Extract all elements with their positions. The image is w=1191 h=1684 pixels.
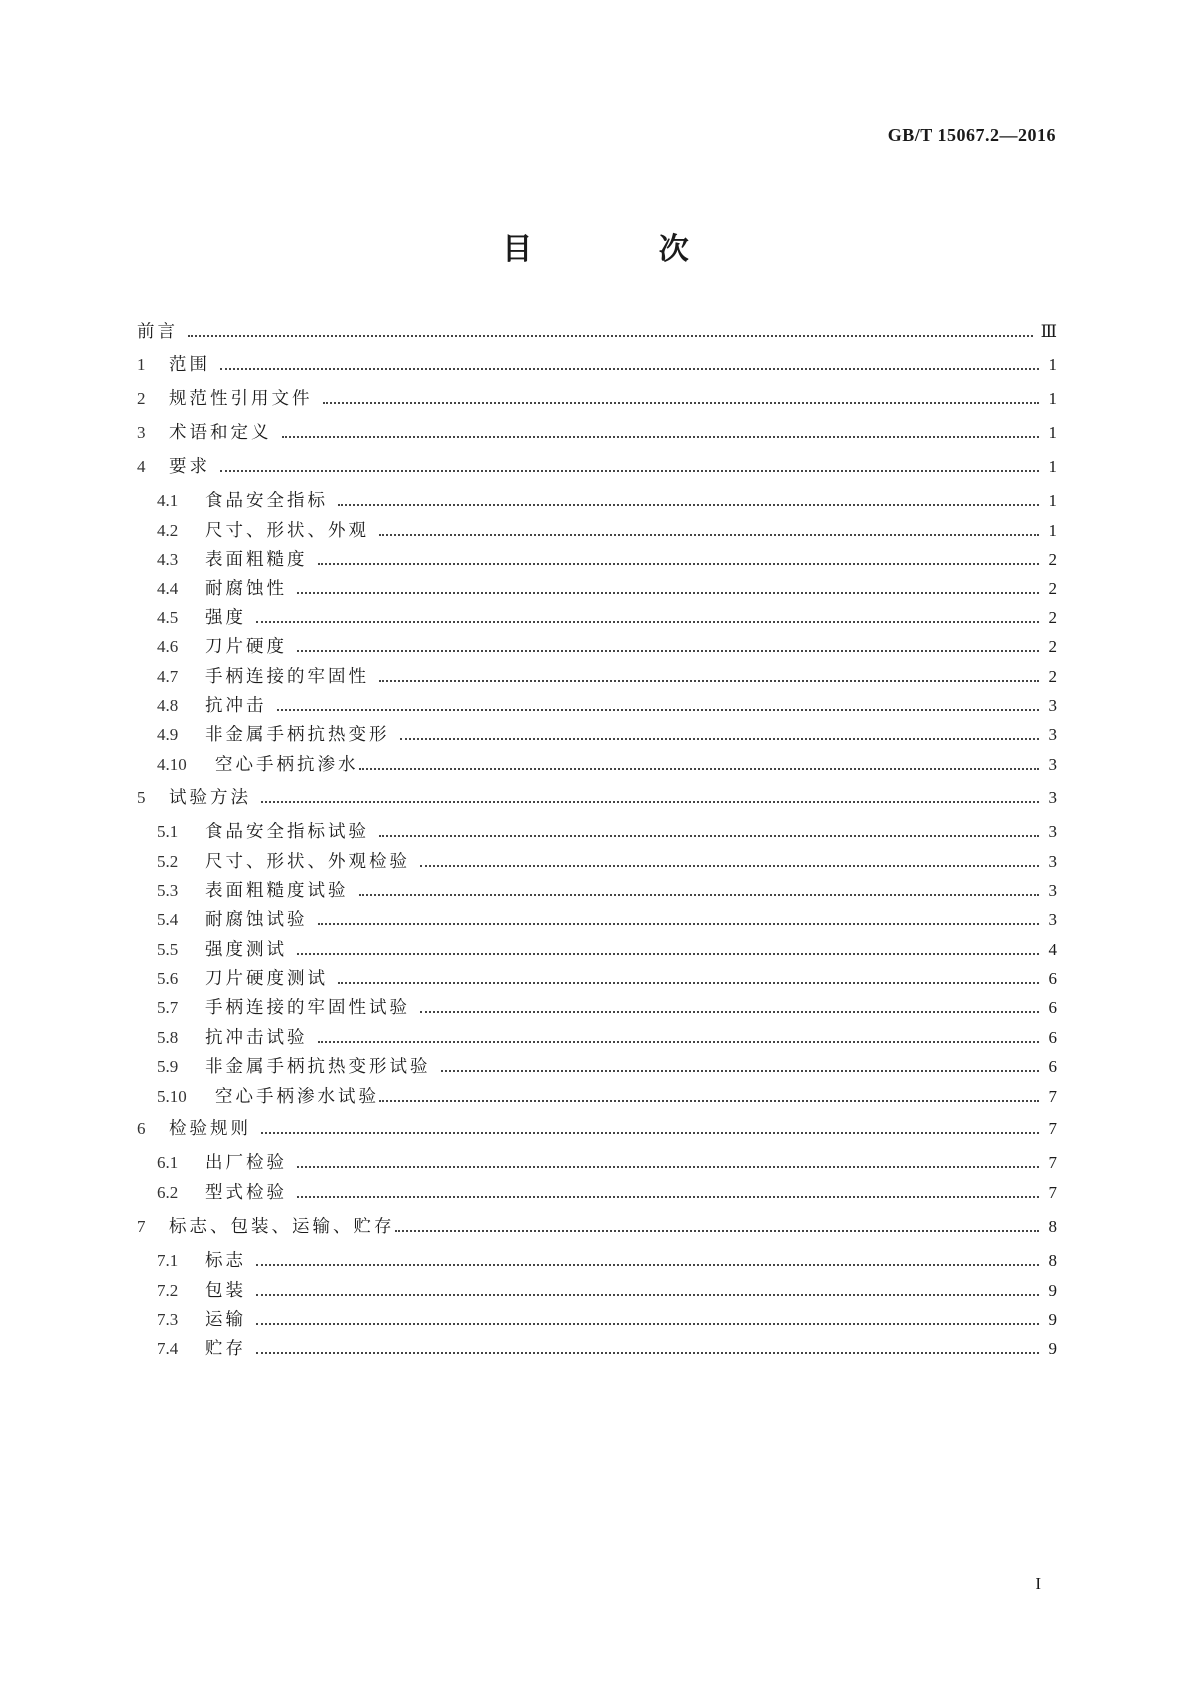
toc-entry-number: 4.3 [157,550,179,569]
toc-leader-dots [256,621,1039,623]
toc-entry[interactable] [157,1281,1057,1301]
toc-entry[interactable] [157,910,1057,930]
toc-entry[interactable] [137,423,1057,443]
toc-entry-label: 食品安全指标试验 [205,822,369,842]
toc-entry-page: 2 [1048,667,1057,686]
toc-leader-dots [297,953,1039,955]
toc-entry-number: 5.5 [157,940,179,959]
toc-entry-page: 3 [1048,910,1057,929]
toc-entry-page: 9 [1048,1339,1057,1358]
toc-entry-page: 7 [1048,1183,1057,1202]
toc-entry-page: 2 [1048,637,1057,656]
toc-entry[interactable] [157,1028,1057,1048]
toc-entry-number: 5.1 [157,822,179,841]
toc-leader-dots [220,368,1039,370]
toc-entry-label: 空心手柄渗水试验 [215,1087,379,1107]
toc-entry-label: 贮存 [205,1339,246,1359]
toc-entry-page: 3 [1048,725,1057,744]
toc-entry-number: 6.2 [157,1183,179,1202]
toc-entry-label: 抗冲击 [205,696,267,716]
toc-entry[interactable] [157,755,1057,775]
toc-entry-page: 7 [1048,1119,1057,1138]
toc-entry-number: 5.9 [157,1057,179,1076]
toc-leader-dots [400,738,1040,740]
toc-entry-number: 4.2 [157,521,179,540]
toc-entry-label: 耐腐蚀试验 [205,910,308,930]
toc-entry-number: 4.8 [157,696,179,715]
toc-leader-dots [338,982,1039,984]
toc-leader-dots [256,1352,1039,1354]
toc-entry-page: 3 [1048,881,1057,900]
toc-entry-page: 1 [1048,521,1057,540]
toc-entry-label: 耐腐蚀性 [205,579,287,599]
toc-entry-number: 7.4 [157,1339,179,1358]
toc-entry-number: 5.10 [157,1087,187,1106]
toc-entry-label: 非金属手柄抗热变形 [205,725,390,745]
toc-entry-label: 术语和定义 [169,423,272,443]
toc-entry[interactable] [157,1251,1057,1271]
toc-entry-number: 2 [137,389,146,408]
toc-entry-label: 表面粗糙度 [205,550,308,570]
toc-leader-dots [297,592,1039,594]
toc-entry[interactable] [157,822,1057,842]
toc-entry-label: 空心手柄抗渗水 [215,755,359,775]
page-number: I [1035,1574,1041,1593]
toc-entry[interactable] [157,608,1057,628]
toc-entry-page: 3 [1048,696,1057,715]
toc-entry-label: 手柄连接的牢固性试验 [205,998,410,1018]
toc-leader-dots [297,650,1039,652]
toc-entry[interactable] [157,667,1057,687]
toc-entry-page: 3 [1048,822,1057,841]
toc-entry-label: 抗冲击试验 [205,1028,308,1048]
toc-entry[interactable] [157,969,1057,989]
toc-entry-page: 8 [1048,1251,1057,1270]
toc-entry-number: 5.7 [157,998,179,1017]
toc-entry-label: 前言 [137,322,178,342]
toc-entry-page: 3 [1048,788,1057,807]
toc-leader-dots [395,1230,1040,1232]
toc-entry-number: 7.1 [157,1251,179,1270]
toc-entry-number: 4.1 [157,491,179,510]
toc-entry-number: 7 [137,1217,146,1236]
toc-entry[interactable] [137,389,1057,409]
toc-entry[interactable] [157,1087,1057,1107]
toc-entry-number: 6 [137,1119,146,1138]
toc-entry-label: 范围 [169,355,210,375]
toc-leader-dots [297,1196,1039,1198]
toc-leader-dots [256,1294,1039,1296]
toc-entry-page: 1 [1048,491,1057,510]
toc-entry[interactable] [137,355,1057,375]
toc-entry-number: 5.6 [157,969,179,988]
toc-entry-number: 4 [137,457,146,476]
toc-entry-label: 强度 [205,608,246,628]
toc-entry[interactable] [157,1057,1057,1077]
toc-entry-label: 标志、包装、运输、贮存 [169,1217,395,1237]
toc-entry-number: 4.7 [157,667,179,686]
toc-leader-dots [359,894,1040,896]
toc-entry-number: 4.6 [157,637,179,656]
toc-entry-label: 刀片硬度 [205,637,287,657]
toc-entry-page: 6 [1048,998,1057,1017]
toc-entry[interactable] [137,1217,1057,1237]
toc-entry[interactable] [157,940,1057,960]
toc-entry-number: 5.3 [157,881,179,900]
toc-title: 目 次 [502,232,747,267]
toc-entry-label: 出厂检验 [205,1153,287,1173]
toc-entry[interactable] [157,1339,1057,1359]
toc-entry[interactable] [157,852,1057,872]
toc-entry[interactable] [157,696,1057,716]
toc-entry-page: 6 [1048,1057,1057,1076]
toc-entry-number: 4.10 [157,755,187,774]
toc-leader-dots [188,335,1033,337]
toc-entry[interactable] [157,550,1057,570]
toc-entry[interactable] [157,521,1057,541]
toc-entry-number: 6.1 [157,1153,179,1172]
toc-leader-dots [420,1011,1039,1013]
toc-entry[interactable] [137,788,1057,808]
toc-leader-dots [318,1041,1040,1043]
toc-leader-dots [318,563,1040,565]
toc-leader-dots [297,1166,1039,1168]
standard-code: GB/T 15067.2—2016 [887,125,1056,145]
toc-entry-label: 非金属手柄抗热变形试验 [205,1057,431,1077]
toc-entry-page: 1 [1048,423,1057,442]
toc-entry-number: 7.2 [157,1281,179,1300]
toc-leader-dots [323,402,1040,404]
toc-leader-dots [256,1264,1039,1266]
toc-entry-number: 1 [137,355,146,374]
toc-entry[interactable] [157,491,1057,511]
toc-entry-number: 4.4 [157,579,179,598]
toc-leader-dots [379,835,1039,837]
toc-leader-dots [256,1323,1039,1325]
toc-entry-number: 4.5 [157,608,179,627]
toc-entry[interactable] [157,998,1057,1018]
toc-entry[interactable] [157,1153,1057,1173]
toc-entry-label: 强度测试 [205,940,287,960]
toc-entry-page: 9 [1048,1310,1057,1329]
toc-entry[interactable] [157,637,1057,657]
toc-entry-number: 5.2 [157,852,179,871]
toc-entry[interactable] [157,1310,1057,1330]
toc-entry-number: 5 [137,788,146,807]
toc-entry-number: 4.9 [157,725,179,744]
toc-entry[interactable] [137,322,1057,342]
toc-entry-number: 5.8 [157,1028,179,1047]
toc-entry[interactable] [157,881,1057,901]
toc-entry[interactable] [137,457,1057,477]
toc-entry[interactable] [157,725,1057,745]
toc-entry[interactable] [157,579,1057,599]
toc-entry-label: 表面粗糙度试验 [205,881,349,901]
toc-leader-dots [338,504,1039,506]
toc-entry-page: 9 [1048,1281,1057,1300]
toc-entry-page: 2 [1048,579,1057,598]
toc-leader-dots [261,801,1039,803]
toc-leader-dots [220,470,1039,472]
toc-entry-page: 8 [1048,1217,1057,1236]
toc-entry[interactable] [157,1183,1057,1203]
toc-leader-dots [277,709,1040,711]
toc-entry-label: 手柄连接的牢固性 [205,667,369,687]
toc-leader-dots [379,534,1039,536]
toc-entry-page: 2 [1048,550,1057,569]
toc-entry-page: 3 [1048,852,1057,871]
toc-leader-dots [282,436,1040,438]
toc-entry-page: Ⅲ [1040,322,1057,341]
toc-leader-dots [420,865,1039,867]
toc-leader-dots [318,923,1040,925]
toc-entry[interactable] [137,1119,1057,1139]
toc-entry-page: 1 [1048,457,1057,476]
toc-entry-page: 1 [1048,389,1057,408]
toc-leader-dots [379,680,1039,682]
toc-entry-page: 6 [1048,1028,1057,1047]
toc-entry-label: 刀片硬度测试 [205,969,328,989]
toc-leader-dots [441,1070,1040,1072]
toc-entry-label: 要求 [169,457,210,477]
toc-entry-page: 7 [1048,1153,1057,1172]
toc-entry-label: 食品安全指标 [205,491,328,511]
toc-entry-label: 尺寸、形状、外观检验 [205,852,410,872]
toc-entry-number: 7.3 [157,1310,179,1329]
toc-entry-page: 1 [1048,355,1057,374]
toc-entry-label: 包装 [205,1281,246,1301]
toc-entry-number: 3 [137,423,146,442]
toc-entry-page: 6 [1048,969,1057,988]
toc-entry-label: 运输 [205,1310,246,1330]
toc-entry-page: 2 [1048,608,1057,627]
toc-entry-label: 检验规则 [169,1119,251,1139]
toc-entry-page: 3 [1048,755,1057,774]
toc-entry-label: 试验方法 [169,788,251,808]
toc-entry-number: 5.4 [157,910,179,929]
toc-entry-page: 4 [1048,940,1057,959]
toc-entry-label: 规范性引用文件 [169,389,313,409]
toc-leader-dots [379,1100,1039,1102]
toc-entry-label: 型式检验 [205,1183,287,1203]
toc-entry-label: 尺寸、形状、外观 [205,521,369,541]
toc-leader-dots [359,768,1040,770]
toc-leader-dots [261,1132,1039,1134]
toc-entry-page: 7 [1048,1087,1057,1106]
toc-entry-label: 标志 [205,1251,246,1271]
